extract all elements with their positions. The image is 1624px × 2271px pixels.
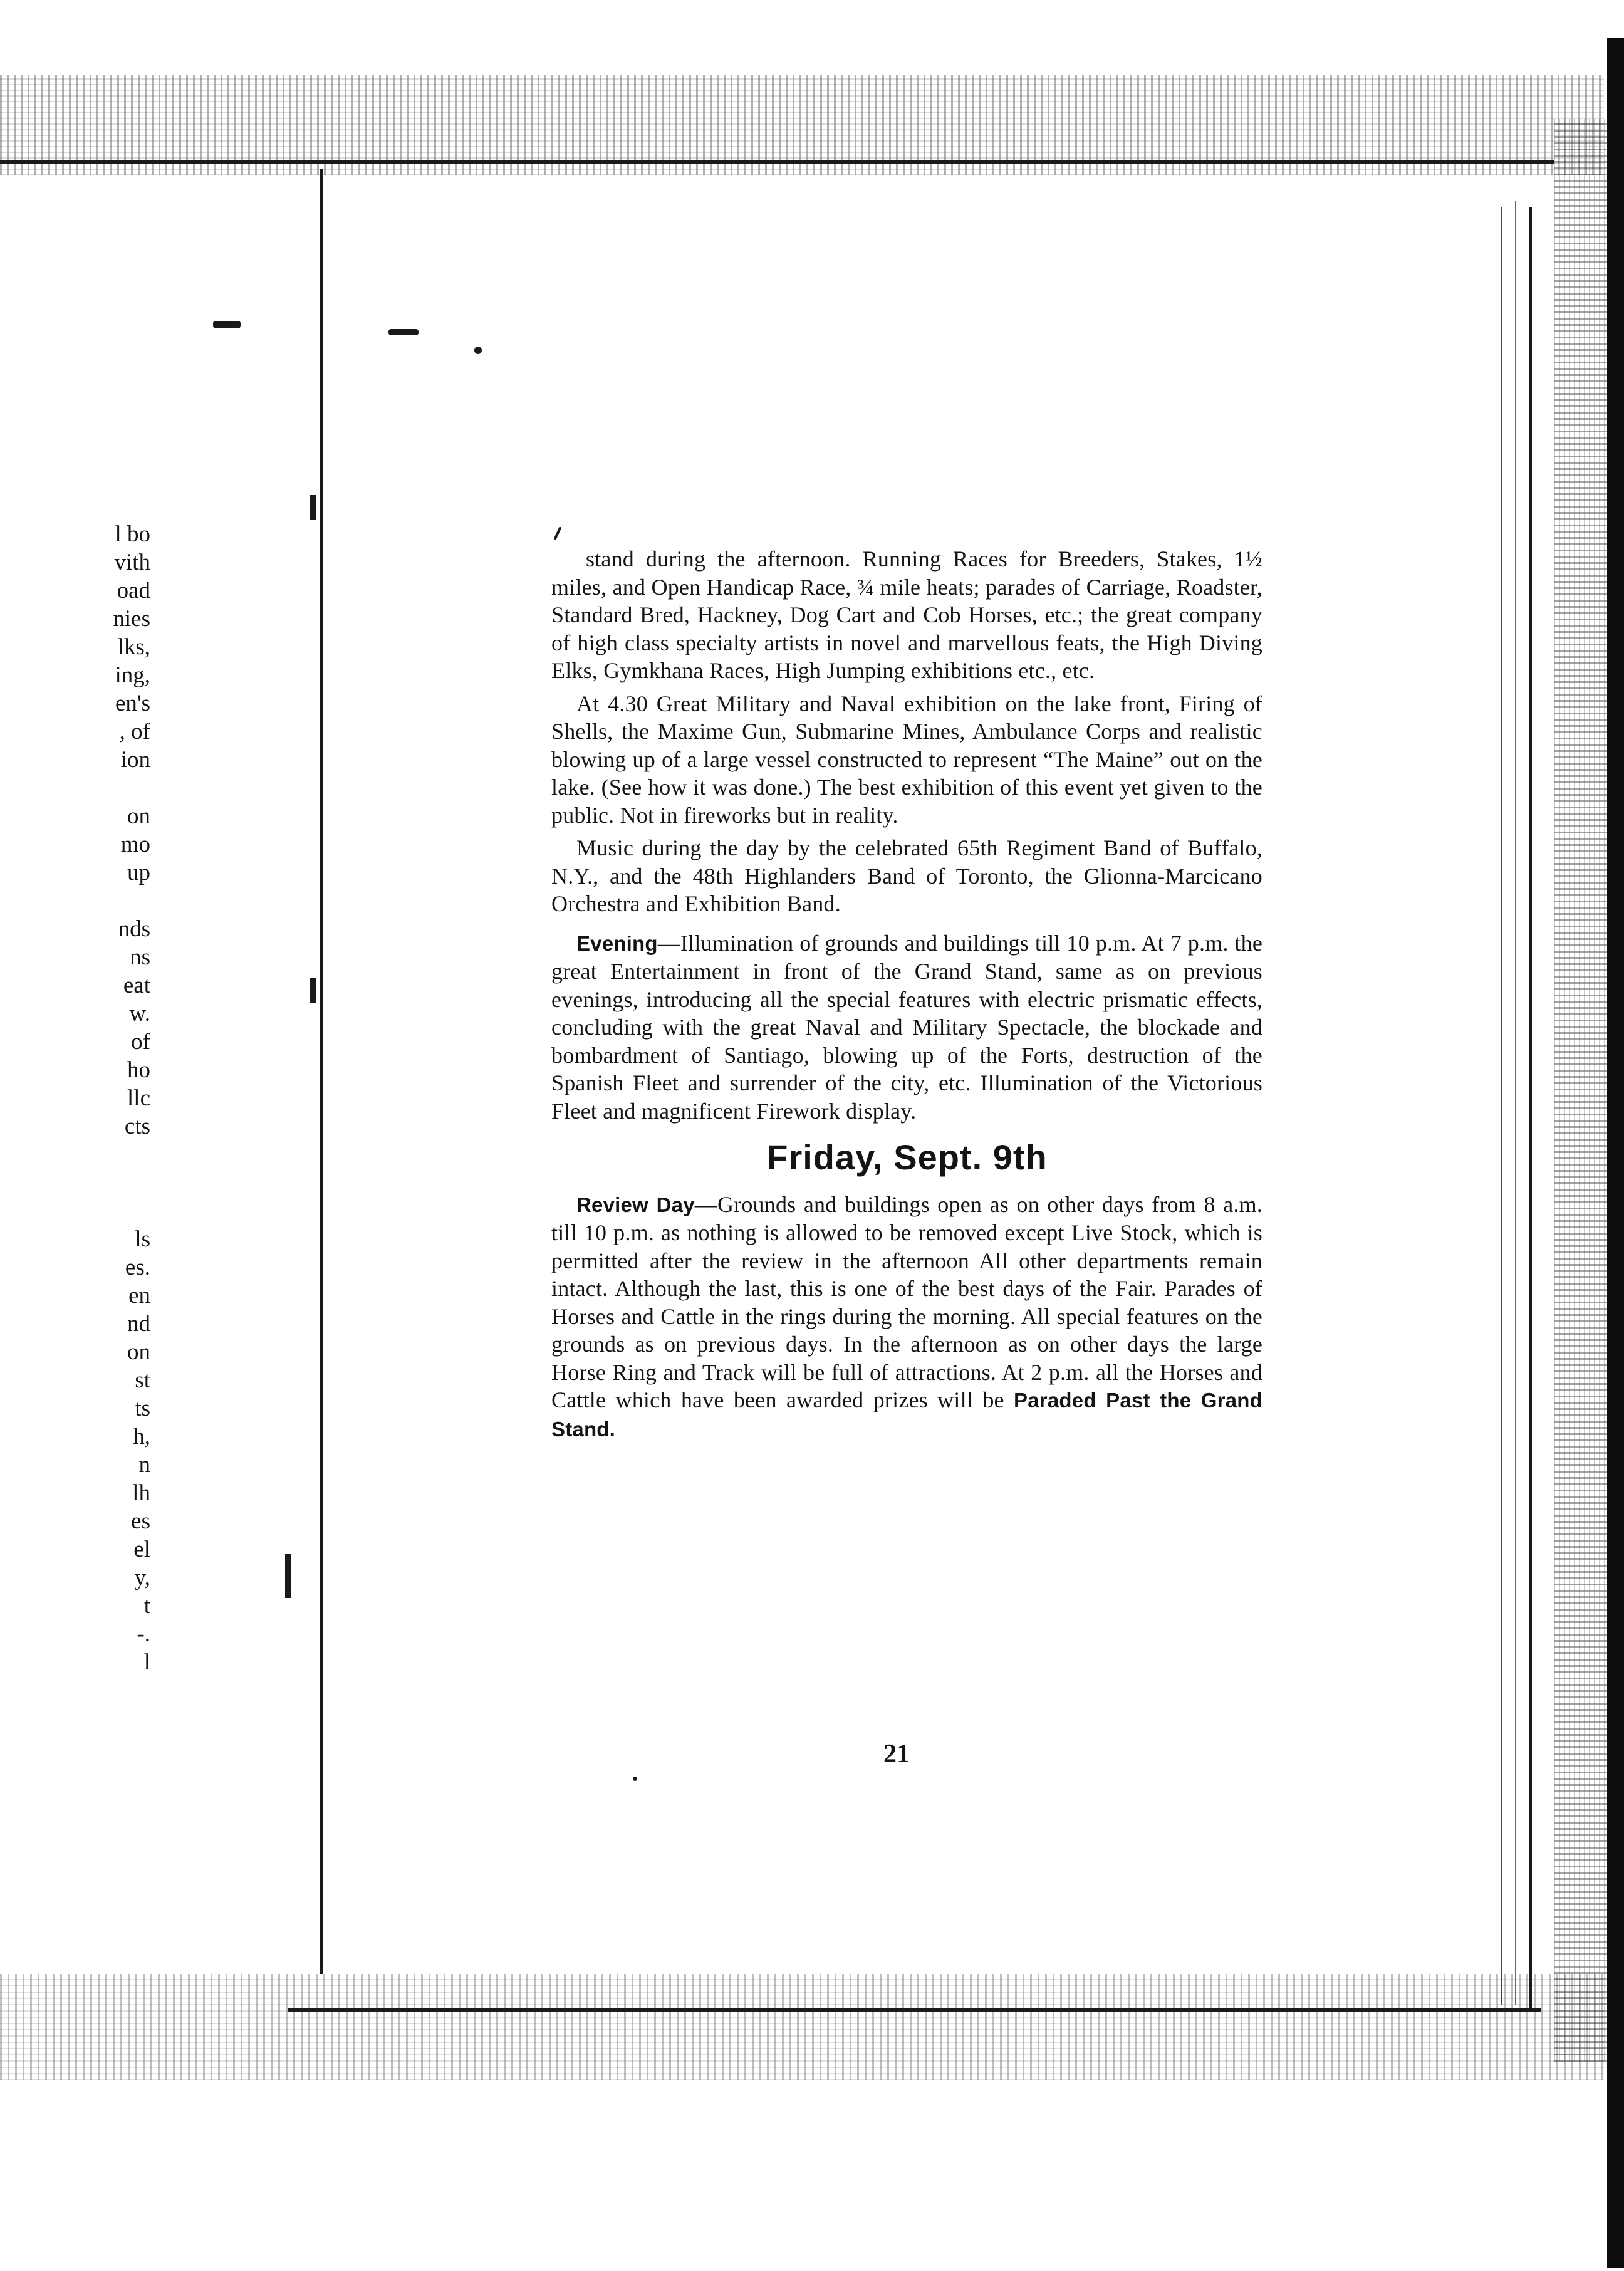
ink-speck [213, 321, 241, 328]
page-rule-bottom [288, 2008, 1541, 2012]
facing-page-line: h, [133, 1424, 150, 1449]
facing-page-line: llc [127, 1085, 150, 1111]
ink-speck [474, 347, 482, 354]
facing-page-line: oad [117, 578, 150, 603]
paragraph-closing: Paraded Past the Grand Stand. [551, 1389, 1262, 1441]
facing-page-line: ho [127, 1057, 150, 1083]
ink-speck [554, 526, 562, 540]
facing-page-line: up [127, 860, 150, 885]
facing-page-line: eat [123, 973, 150, 998]
page-gutter [320, 169, 323, 1974]
facing-page-line: t [143, 1593, 150, 1619]
paragraph-text: At 4.30 Great Military and Naval exhibition on the lake front, Firing of Shells, the Maxime Gun, Submarine Mines, Ambulance Corps and realistic blowing up of a large vessel constructed to represent “The Maine” out on the lake. (See how it was done.) The best exhibition of this event yet given to the public. Not in fireworks but in reality. [551, 691, 1262, 828]
facing-page-line: lh [132, 1480, 150, 1506]
page-rule-top [0, 160, 1554, 164]
facing-page-line: on [127, 803, 150, 829]
paragraph-evening [551, 929, 1262, 1125]
facing-page-fragment [0, 520, 150, 1676]
facing-page-line: ion [120, 747, 150, 773]
facing-page-line: ts [135, 1396, 150, 1421]
facing-page-line: ing, [115, 662, 150, 688]
paragraph [551, 545, 1262, 685]
facing-page-line: l bo [115, 521, 150, 547]
facing-page-line: es. [125, 1255, 150, 1280]
facing-page-line: n [138, 1452, 150, 1478]
facing-page-line: -. [137, 1621, 150, 1647]
facing-page-line: lks, [117, 634, 150, 660]
paragraph [551, 690, 1262, 830]
paragraph-text: —Illumination of grounds and buildings till 10 p.m. At 7 p.m. the great Entertainment in front of the Grand Stand, same as on previous evenings, introducing all the special features with electric prismatic effects, concluding with the great Naval and Military Spectacle, the blockade and bombardment of Santiago, blowing up of the Forts, destruction of the Spanish Fleet and surrender of the city, etc. Illumination of the Victorious Fleet and magnificent Firework display. [551, 930, 1262, 1124]
paragraph [551, 834, 1262, 918]
facing-page-line: l [143, 1649, 150, 1675]
facing-page-line [0, 887, 150, 915]
ink-speck [388, 329, 419, 335]
facing-page-line: , of [119, 719, 150, 744]
facing-page-line: w. [129, 1001, 150, 1026]
facing-page-line: mo [120, 832, 150, 857]
page-body [551, 545, 1262, 1448]
page-rule-right-inner [1501, 207, 1502, 2005]
paragraph-lead: Review Day [576, 1193, 695, 1216]
facing-page-line: nies [113, 606, 150, 632]
paragraph-lead: Evening [576, 931, 658, 955]
facing-page-line: nds [118, 916, 150, 942]
facing-page-line: en's [115, 691, 150, 716]
facing-page-line: en [128, 1283, 150, 1308]
gutter-tick [310, 978, 316, 1003]
facing-page-line: es [131, 1508, 150, 1534]
facing-page-line: on [127, 1339, 150, 1365]
facing-page-line: of [131, 1029, 150, 1055]
paragraph-text: —Grounds and buildings open as on other days from 8 a.m. till 10 p.m. as nothing is allowed to be removed except Live Stock, which is permitted after the review in the afternoon All other departments remain intact. Although the last, this is one of the best days of the Fair. Parades of Horses and Cattle in the rings during the morning. All special features on the grounds as on previous days. In the afternoon as on other days the large Horse Ring and Track will be full of attractions. At 2 p.m. all the Horses and Cattle which have been awarded prizes will be [551, 1191, 1263, 1412]
facing-page-line: nd [127, 1311, 150, 1337]
section-heading: Friday, Sept. 9th [766, 1137, 1048, 1177]
facing-page-line: y, [134, 1565, 150, 1590]
facing-page-line: vith [114, 550, 150, 575]
gutter-tick [310, 495, 316, 520]
facing-page-line: st [135, 1367, 150, 1393]
page-rule-right [1529, 207, 1532, 2012]
ink-speck [633, 1777, 637, 1781]
facing-page-line [0, 1141, 150, 1169]
page-rule-right-middle [1515, 201, 1516, 2005]
scan-noise-bottom [0, 1974, 1604, 2080]
facing-page-line [0, 774, 150, 802]
facing-page-line [0, 1197, 150, 1225]
facing-page-line: ns [130, 944, 150, 970]
page-number: 21 [883, 1740, 910, 1768]
paragraph-text: Music during the day by the celebrated 65th Regiment Band of Buffalo, N.Y., and the 48th Highlanders Band of Toronto, the Glionna-Marcicano Orchestra and Exhibition Band. [551, 835, 1262, 916]
scan-edge-right [1607, 38, 1624, 2268]
paragraph-text: stand during the afternoon. Running Races for Breeders, Stakes, 1½ miles, and Open Handicap Race, ¾ mile heats; parades of Carriage, Roadster, Standard Bred, Hackney, Dog Cart and Cob Horses, etc.; the great company of high class specialty artists in novel and marvellous feats, the High Diving Elks, Gymkhana Races, High Jumping exhibitions etc., etc. [551, 546, 1262, 683]
facing-page-line: ls [135, 1226, 150, 1252]
paragraph-review [551, 1191, 1262, 1444]
facing-page-line [0, 1169, 150, 1197]
gutter-tick [285, 1554, 291, 1598]
facing-page-line: cts [124, 1114, 150, 1139]
facing-page-line: el [133, 1537, 150, 1562]
